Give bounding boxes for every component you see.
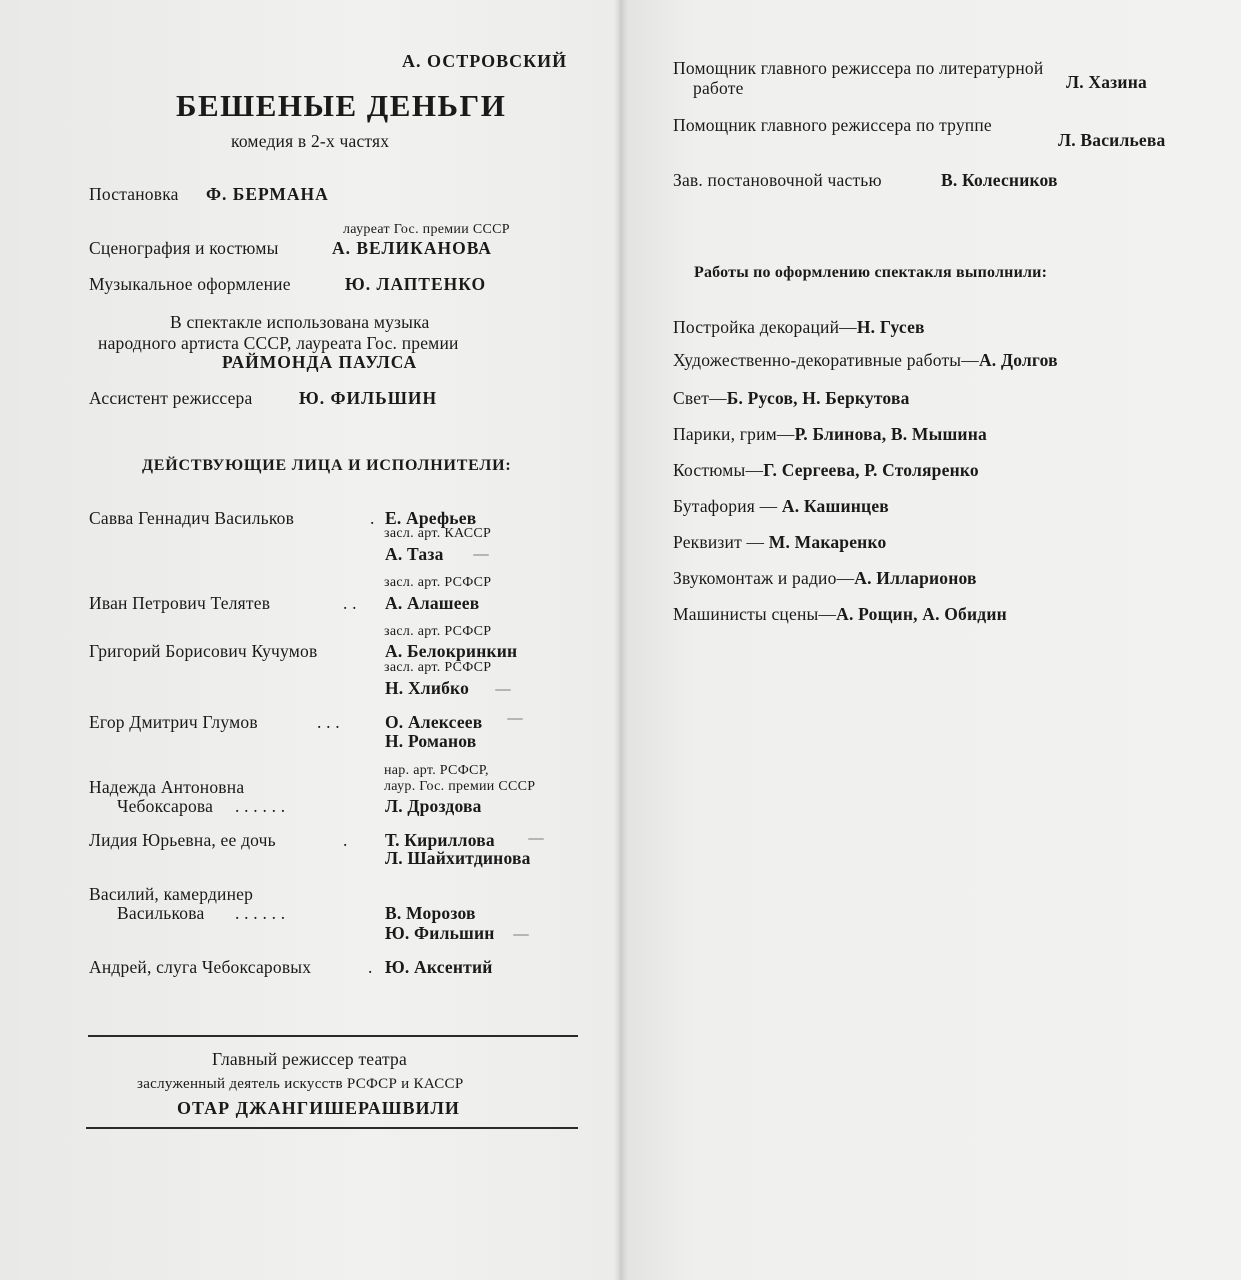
role-name: Григорий Борисович Кучумов <box>89 641 318 661</box>
actor-name: А. Таза <box>385 544 444 564</box>
work-label: Реквизит — <box>673 532 769 552</box>
actor-title: засл. арт. КАССР <box>384 526 492 541</box>
work-item <box>673 604 1007 625</box>
actor-name: Н. Хлибко <box>385 678 470 698</box>
music-note-2: народного артиста СССР, лауреата Гос. премии <box>98 333 459 353</box>
work-names: Р. Блинова, В. Мышина <box>794 424 987 444</box>
work-item <box>673 532 886 553</box>
work-label: Бутафория — <box>673 496 782 516</box>
play-title: БЕШЕНЫЕ ДЕНЬГИ <box>176 88 507 123</box>
actor-name: Н. Романов <box>385 731 477 751</box>
footer-note: заслуженный деятель искусств РСФСР и КАССР <box>137 1076 464 1092</box>
work-names: А. Долгов <box>978 350 1058 370</box>
staff-name: Л. Васильева <box>1058 130 1166 150</box>
leader-dots: . . . <box>317 712 340 732</box>
actor-name: Ю. Фильшин <box>385 923 495 943</box>
staff-label: Помощник главного режиссера по литературной <box>673 58 1044 78</box>
chief-director-name: ОТАР ДЖАНГИШЕРАШВИЛИ <box>177 1098 460 1118</box>
leader-dots: . <box>368 957 373 977</box>
staff-name: В. Колесников <box>941 170 1058 190</box>
role-name-continued: Василькова <box>117 903 205 923</box>
actor-name: А. Алашеев <box>385 593 480 613</box>
footer-rule-bottom <box>86 1127 578 1129</box>
work-label: Постройка декораций— <box>673 317 857 337</box>
actor-title: засл. арт. РСФСР <box>384 624 492 639</box>
work-label: Машинисты сцены— <box>673 604 837 624</box>
role-name: Надежда Антоновна <box>89 777 245 797</box>
work-item <box>673 350 1058 371</box>
work-item <box>673 496 889 517</box>
author: А. ОСТРОВСКИЙ <box>402 51 568 71</box>
role-name: Андрей, слуга Чебоксаровых <box>89 957 312 977</box>
music-note-1: В спектакле использована музыка <box>170 312 430 332</box>
pencil-mark <box>513 934 529 936</box>
actor-name: Ю. Аксентий <box>385 957 493 977</box>
work-names: Б. Русов, Н. Беркутова <box>726 388 910 408</box>
right-page <box>620 0 1241 1280</box>
leader-dots: . . . . . . <box>235 903 286 923</box>
work-item <box>673 424 987 445</box>
staging-name: Ф. БЕРМАНА <box>206 184 329 204</box>
work-label: Парики, грим— <box>673 424 795 444</box>
actor-name: Е. Арефьев <box>385 508 477 528</box>
actor-title: нар. арт. РСФСР, <box>384 763 489 778</box>
actor-name: А. Белокринкин <box>385 641 518 661</box>
work-item <box>673 568 977 589</box>
footer-rule-top <box>88 1035 578 1037</box>
work-names: М. Макаренко <box>768 532 887 552</box>
work-names: Г. Сергеева, Р. Столяренко <box>763 460 979 480</box>
actor-title: лаур. Гос. премии СССР <box>384 779 536 794</box>
actor-name: Л. Шайхитдинова <box>385 848 531 868</box>
actor-title: засл. арт. РСФСР <box>384 660 492 675</box>
work-label: Костюмы— <box>673 460 764 480</box>
actor-name: В. Морозов <box>385 903 476 923</box>
pencil-mark <box>507 718 523 720</box>
work-names: А. Кашинцев <box>781 496 889 516</box>
cast-heading: ДЕЙСТВУЮЩИЕ ЛИЦА И ИСПОЛНИТЕЛИ: <box>142 457 512 474</box>
role-name: Иван Петрович Телятев <box>89 593 271 613</box>
footer-label: Главный режиссер театра <box>212 1049 407 1069</box>
leader-dots: . . . . . . <box>235 796 286 816</box>
pencil-mark <box>495 689 511 691</box>
staff-label-continued: работе <box>693 78 744 98</box>
role-name: Егор Дмитрич Глумов <box>89 712 258 732</box>
leader-dots: . . <box>343 593 357 613</box>
role-name: Василий, камердинер <box>89 884 254 904</box>
actor-name: Л. Дроздова <box>385 796 482 816</box>
pencil-mark <box>473 554 489 556</box>
staff-name: Л. Хазина <box>1066 72 1147 92</box>
work-names: А. Илларионов <box>854 568 977 588</box>
assistant-name: Ю. ФИЛЬШИН <box>299 388 438 408</box>
role-name: Савва Геннадич Васильков <box>89 508 295 528</box>
leader-dots: . <box>370 508 375 528</box>
page-fold <box>614 0 628 1280</box>
role-name-continued: Чебоксарова <box>117 796 214 816</box>
work-names: А. Рощин, А. Обидин <box>836 604 1007 624</box>
work-item <box>673 460 979 481</box>
leader-dots: . <box>343 830 348 850</box>
staff-label: Помощник главного режиссера по труппе <box>673 115 992 135</box>
pencil-mark <box>528 838 544 840</box>
work-item <box>673 388 910 409</box>
music-name: Ю. ЛАПТЕНКО <box>345 274 487 294</box>
music-label: Музыкальное оформление <box>89 274 291 294</box>
actor-name: Т. Кириллова <box>385 830 495 850</box>
actor-name: О. Алексеев <box>385 712 483 732</box>
play-subtitle: комедия в 2-х частях <box>231 131 390 151</box>
scenography-label: Сценография и костюмы <box>89 238 279 258</box>
work-label: Художественно-декоративные работы— <box>673 350 979 370</box>
work-item <box>673 317 925 338</box>
work-label: Звукомонтаж и радио— <box>673 568 855 588</box>
actor-title: засл. арт. РСФСР <box>384 575 492 590</box>
works-heading: Работы по оформлению спектакля выполнили: <box>694 264 1048 281</box>
assistant-label: Ассистент режиссера <box>89 388 253 408</box>
scenography-note: лауреат Гос. премии СССР <box>343 222 510 237</box>
work-names: Н. Гусев <box>856 317 925 337</box>
staging-label: Постановка <box>89 184 179 204</box>
scenography-name: А. ВЕЛИКАНОВА <box>332 238 492 258</box>
work-label: Свет— <box>673 388 727 408</box>
staff-label: Зав. постановочной частью <box>673 170 882 190</box>
role-name: Лидия Юрьевна, ее дочь <box>89 830 276 850</box>
composer-name: РАЙМОНДА ПАУЛСА <box>222 352 418 372</box>
